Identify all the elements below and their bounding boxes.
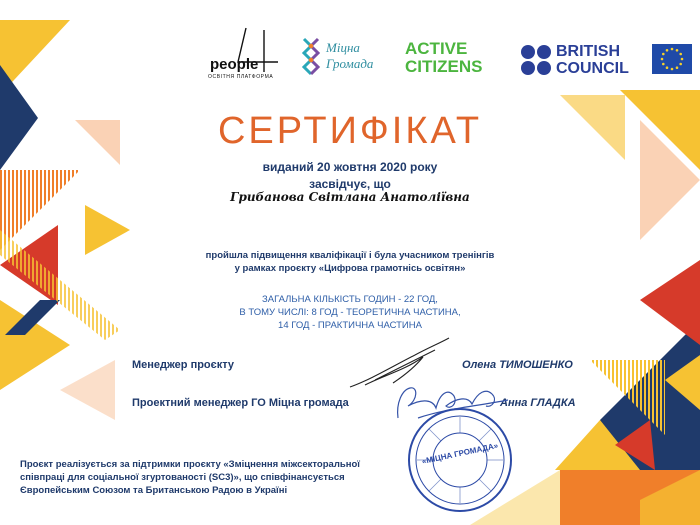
hours-line1: ЗАГАЛЬНА КІЛЬКІСТЬ ГОДИН - 22 ГОД, [262, 294, 438, 305]
description-line1: пройшла підвищення кваліфікації і була учасником тренінгів [205, 250, 495, 261]
active-citizens-logo [405, 40, 500, 80]
stamp-center-text: «МІЦНА ГРОМАДА» [421, 441, 499, 466]
footer-line2: співпраці для соціальної згуртованості (SC3)», що співфінансується [20, 472, 345, 483]
british-line2: COUNCIL [556, 60, 629, 77]
footer-line1: Проєкт реалізується за підтримки проєкту «Зміцнення міжсекторальної [20, 459, 360, 470]
signature-role-1: Менеджер проєкту [132, 359, 235, 371]
hours-line3: 14 ГОД - ПРАКТИЧНА ЧАСТИНА [278, 320, 422, 331]
british-council-logo [520, 42, 630, 78]
certifies-text: засвідчує, що [309, 177, 391, 191]
issued-date: виданий 20 жовтня 2020 року [262, 160, 438, 174]
micna-hromada-logo [300, 36, 382, 80]
people-word: people [210, 56, 259, 73]
micna-line2: Громада [326, 56, 374, 71]
recipient-name: Грибанова Світлана Анатоліївна [230, 190, 470, 204]
certificate-title: СЕРТИФІКАТ [217, 110, 483, 152]
hours-line2: В ТОМУ ЧИСЛІ: 8 ГОД - ТЕОРЕТИЧНА ЧАСТИНА, [239, 307, 461, 318]
footer-note [20, 458, 360, 497]
eu-flag-icon [652, 44, 692, 74]
deco-triangle [60, 360, 115, 420]
people-logo [208, 26, 286, 82]
people-subtitle: ОСВІТНЯ ПЛАТФОРМА [208, 74, 274, 80]
british-council-dots-icon [520, 44, 552, 76]
active-line1: ACTIVE [405, 39, 468, 58]
micna-line1: Міцна [326, 40, 360, 55]
footer-line3: Європейським Союзом та Британською Радою в Україні [20, 485, 288, 496]
signature-name-2: Анна ГЛАДКА [500, 397, 576, 409]
signature-name-1: Олена ТИМОШЕНКО [462, 359, 573, 371]
signature-role-2: Проектний менеджер ГО Міцна громада [132, 397, 349, 409]
active-line2: CITIZENS [405, 57, 483, 76]
description-line2: у рамках проєкту «Цифрова грамотнісь освітян» [234, 263, 466, 274]
micna-hromada-icon [300, 36, 322, 76]
british-line1: BRITISH [556, 43, 620, 60]
deco-triangle [85, 205, 130, 255]
